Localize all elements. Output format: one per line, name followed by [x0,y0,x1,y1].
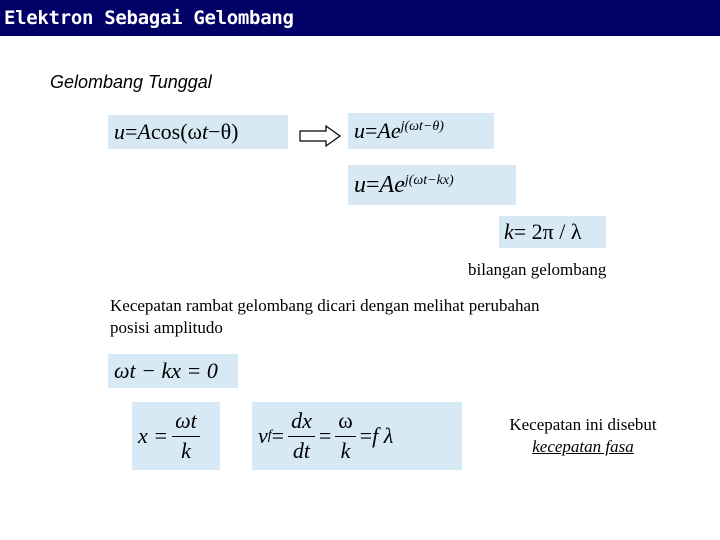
formula-ae: Ae [377,118,401,143]
formula-eq: = [366,171,380,198]
formula-eq: = [318,423,332,448]
formula-exponential-kx [348,165,516,205]
section-subtitle: Gelombang Tunggal [50,72,212,92]
fraction-numerator: dx [288,409,315,436]
formula-eq: = [359,423,373,448]
formula-phase-constant [108,354,238,388]
formula-v: v [258,423,268,448]
fraction-numerator: ωt [172,409,200,436]
formula-position [132,402,220,470]
fraction-denominator: dt [292,437,311,463]
wave-number-label: bilangan gelombang [468,260,607,279]
fraction-numerator: ω [335,409,355,436]
formula-wave-number [499,216,606,248]
formula-minus: − [208,119,221,144]
formula-func: cos( [150,119,188,144]
formula-exponential-theta [348,113,494,149]
formula-cosine [108,115,288,149]
formula-exponent: j(ωt−kx) [404,173,454,188]
formula-theta: θ [220,119,232,144]
note-line-1: Kecepatan ini disebut [509,415,657,434]
fraction-denominator: k [181,437,191,463]
formula-rhs: = 2π / λ [513,219,582,244]
page-title: Elektron Sebagai Gelombang [4,7,294,29]
formula-fraction-derivative [288,409,315,462]
fraction-denominator: k [340,437,351,463]
formula-exponent: j(ωt−θ) [400,119,444,134]
formula-lhs: u [354,171,366,198]
formula-v-subscript: f [267,428,272,443]
formula-ae: Ae [379,171,405,198]
paragraph-line-2: posisi amplitudo [110,318,223,337]
formula-close: ) [231,119,239,144]
paragraph-line-1: Kecepatan rambat gelombang dicari dengan melihat perubahan [110,296,540,315]
formula-fraction-omega-k [335,409,355,462]
formula-text: ωt − kx = 0 [114,358,218,383]
formula-phase-velocity [252,402,462,470]
implies-arrow-icon [298,124,342,148]
formula-lhs: k [504,219,514,244]
formula-omega: ω [187,119,203,144]
formula-eq: = [365,118,378,143]
formula-fraction [172,409,200,462]
formula-eq: = [125,119,138,144]
formula-lhs: x = [138,423,169,448]
phase-velocity-note [483,414,683,458]
formula-amplitude: A [137,119,151,144]
formula-lhs: u [114,119,125,144]
formula-eq: = [271,423,285,448]
formula-tail: f λ [372,423,394,448]
title-bar [0,0,720,36]
note-line-2: kecepatan fasa [532,437,634,456]
formula-t: t [202,119,209,144]
formula-lhs: u [354,118,365,143]
